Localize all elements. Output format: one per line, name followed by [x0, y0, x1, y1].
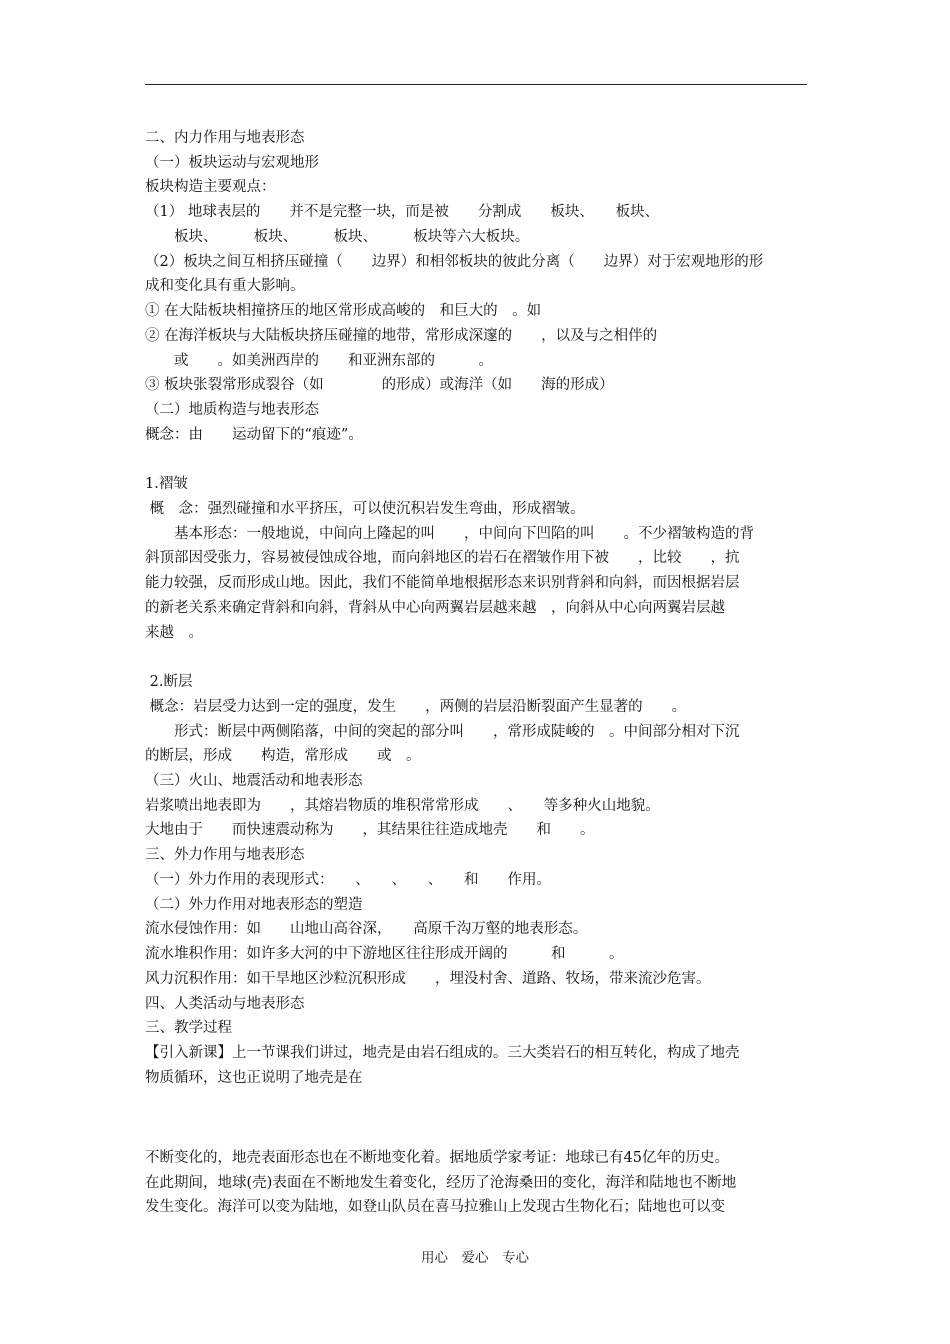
text-line: 或 。如美洲西岸的 和亚洲东部的 。	[145, 352, 493, 369]
text-line: 发生变化。海洋可以变为陆地，如登山队员在喜马拉雅山上发现古生物化石；陆地也可以变	[145, 1199, 725, 1216]
text-line: （二）地质构造与地表形态	[145, 402, 319, 419]
text-line: 斜顶部因受张力，容易被侵蚀成谷地，而向斜地区的岩石在褶皱作用下被 ，比较 ，抗	[145, 550, 740, 567]
text-line: 流水堆积作用：如许多大河的中下游地区往往形成开阔的 和 。	[145, 946, 624, 963]
text-line: 板块、 板块、 板块、 板块等六大板块。	[145, 228, 530, 245]
text-line: 板块构造主要观点：	[145, 179, 276, 196]
text-line: 基本形态：一般地说，中间向上隆起的叫 ，中间向下凹陷的叫 。不少褶皱构造的背	[145, 525, 754, 542]
text-line: （一）板块运动与宏观地形	[145, 154, 319, 171]
text-line: （一）外力作用的表现形式： 、 、 、 和 作用。	[145, 871, 551, 888]
text-line: 流水侵蚀作用：如 山地山高谷深， 高原千沟万壑的地表形态。	[145, 921, 588, 938]
text-line: （1） 地球表层的 并不是完整一块，而是被 分割成 板块、 板块、	[145, 204, 660, 221]
page-footer: 用心 爱心 专心	[421, 1250, 529, 1266]
text-line: 四、人类活动与地表形态	[145, 995, 305, 1012]
text-line: 不断变化的，地壳表面形态也在不断地变化着。据地质学家考证：地球已有45亿年的历史。	[145, 1150, 729, 1166]
header-rule	[145, 84, 807, 85]
text-line: ① 在大陆板块相撞挤压的地区常形成高峻的 和巨大的 。如	[145, 303, 542, 320]
text-line: （2）板块之间互相挤压碰撞（ 边界）和相邻板块的彼此分离（ 边界）对于宏观地形的形	[145, 253, 764, 270]
text-line: 在此期间，地球(壳)表面在不断地发生着变化，经历了沧海桑田的变化，海洋和陆地也不断地	[145, 1174, 737, 1191]
text-line: ③ 板块张裂常形成裂谷（如 的形成）或海洋（如 海的形成）	[145, 377, 614, 394]
text-line: 来越 。	[145, 624, 203, 641]
text-line: 二、内力作用与地表形态	[145, 130, 305, 146]
text-line: 概念：岩层受力达到一定的强度，发生 ，两侧的岩层沿断裂面产生显著的 。	[145, 698, 687, 715]
text-line: 的新老关系来确定背斜和向斜，背斜从中心向两翼岩层越来越 ，向斜从中心向两翼岩层越	[145, 599, 725, 616]
text-line: 成和变化具有重大影响。	[145, 278, 305, 295]
text-line: 的断层，形成 构造，常形成 或 。	[145, 748, 421, 765]
text-line: （三）火山、地震活动和地表形态	[145, 772, 363, 789]
text-line: 能力较强，反而形成山地。因此，我们不能简单地根据形态来识别背斜和向斜，而因根据岩层	[145, 575, 740, 592]
text-line: 概念：由 运动留下的“痕迹”。	[145, 426, 363, 443]
text-line: 【引入新课】上一节课我们讲过，地壳是由岩石组成的。三大类岩石的相互转化，构成了地壳	[145, 1045, 740, 1061]
text-line: （二）外力作用对地表形态的塑造	[145, 896, 363, 913]
text-line: 大地由于 而快速震动称为 ，其结果往往造成地壳 和 。	[145, 822, 595, 839]
text-line: 岩浆喷出地表即为 ，其熔岩物质的堆积常常形成 、 等多种火山地貌。	[145, 797, 660, 814]
text-line: 形式：断层中两侧陷落，中间的突起的部分叫 ，常形成陡峻的 。中间部分相对下沉	[145, 723, 740, 740]
text-line: 2.断层	[145, 674, 193, 691]
text-line: 1.褶皱	[145, 476, 188, 493]
text-line: 概 念：强烈碰撞和水平挤压，可以使沉积岩发生弯曲，形成褶皱。	[145, 500, 585, 517]
text-line: ② 在海洋板块与大陆板块挤压碰撞的地带，常形成深邃的 ，以及与之相伴的	[145, 327, 658, 344]
text-line: 物质循环，这也正说明了地壳是在	[145, 1069, 363, 1086]
text-line: 三、教学过程	[145, 1020, 232, 1037]
text-line: 三、外力作用与地表形态	[145, 847, 305, 864]
text-line: 风力沉积作用：如干旱地区沙粒沉积形成 ，埋没村舍、道路、牧场，带来流沙危害。	[145, 970, 711, 987]
